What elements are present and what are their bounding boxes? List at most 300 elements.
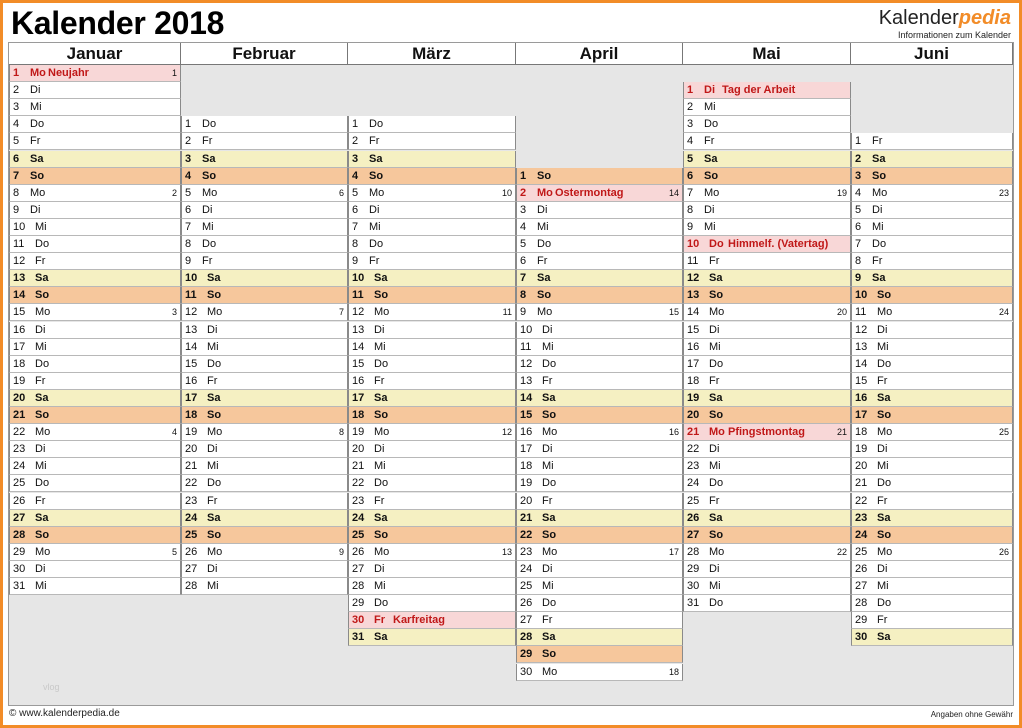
day-number: 9	[13, 203, 20, 216]
weekday: So	[202, 169, 217, 182]
weekday: Do	[374, 477, 389, 490]
weekday: Fr	[877, 374, 888, 387]
weekday: So	[35, 289, 50, 302]
day-row	[9, 168, 181, 185]
day-row	[9, 356, 181, 373]
day-row	[348, 168, 516, 185]
day-number: 7	[687, 186, 694, 199]
day-number: 13	[855, 340, 868, 353]
day-number: 7	[352, 220, 359, 233]
day-number: 20	[855, 460, 868, 473]
day-number: 3	[855, 169, 862, 182]
day-number: 2	[352, 135, 359, 148]
day-row	[683, 407, 851, 424]
day-row	[516, 287, 683, 304]
month-header: Juni	[851, 43, 1013, 65]
day-number: 12	[520, 357, 533, 370]
day-number: 21	[687, 426, 700, 439]
day-row	[683, 595, 851, 612]
day-number: 19	[13, 374, 26, 387]
day-number: 14	[352, 340, 365, 353]
day-number: 6	[352, 203, 359, 216]
weekday: Mi	[207, 460, 219, 473]
day-number: 5	[352, 186, 359, 199]
day-number: 2	[855, 152, 862, 165]
day-number: 9	[855, 272, 862, 285]
weekday: Di	[35, 443, 46, 456]
day-row	[851, 544, 1013, 561]
day-number: 24	[185, 511, 198, 524]
day-number: 18	[352, 409, 365, 421]
weekday: Sa	[374, 272, 388, 285]
day-number: 1	[687, 84, 694, 97]
day-row	[9, 151, 181, 168]
weekday: Do	[872, 238, 887, 250]
day-number: 10	[185, 272, 198, 285]
day-number: 16	[13, 323, 26, 336]
day-number: 31	[13, 580, 26, 592]
day-number: 3	[185, 152, 192, 165]
day-number: 1	[13, 67, 20, 79]
weekday: Di	[709, 323, 720, 336]
weekday: Fr	[374, 614, 385, 627]
week-number: 12	[501, 427, 512, 438]
day-number: 15	[185, 357, 198, 370]
day-number: 1	[185, 118, 192, 131]
day-row	[683, 116, 851, 133]
day-row	[9, 544, 181, 561]
weekday: Mo	[542, 426, 558, 439]
day-number: 19	[520, 477, 533, 490]
day-number: 5	[13, 135, 20, 148]
weekday: Di	[704, 203, 715, 216]
weekday: Di	[202, 203, 213, 216]
day-row	[516, 458, 683, 475]
weekday: Fr	[369, 255, 380, 268]
holiday-name: Himmelf. (Vatertag)	[728, 238, 829, 250]
holiday-name: Ostermontag	[555, 186, 624, 199]
day-row	[516, 510, 683, 527]
day-row	[181, 544, 348, 561]
day-number: 22	[520, 528, 533, 541]
day-number: 9	[687, 220, 694, 233]
brand-tagline: Informationen zum Kalender	[897, 30, 1011, 40]
day-number: 4	[855, 186, 862, 199]
weekday: Di	[374, 323, 385, 336]
weekday: Mi	[704, 101, 716, 114]
watermark: vlog	[43, 682, 60, 692]
day-row	[348, 304, 516, 321]
day-row	[181, 458, 348, 475]
weekday: Mo	[709, 426, 725, 439]
day-row	[683, 202, 851, 219]
weekday: So	[542, 648, 557, 661]
day-row	[851, 629, 1013, 646]
day-row	[181, 390, 348, 407]
day-number: 10	[855, 289, 868, 302]
day-row	[851, 287, 1013, 304]
day-number: 6	[687, 169, 694, 182]
weekday: So	[207, 409, 222, 421]
day-row	[9, 99, 181, 116]
weekday: Do	[30, 118, 45, 131]
day-row	[9, 82, 181, 99]
day-row	[181, 202, 348, 219]
weekday: Fr	[30, 135, 41, 148]
weekday: Do	[877, 597, 892, 610]
day-number: 9	[520, 306, 527, 319]
day-row	[181, 356, 348, 373]
day-number: 10	[13, 220, 26, 233]
day-row	[683, 356, 851, 373]
day-row	[181, 168, 348, 185]
day-row	[851, 133, 1013, 150]
day-number: 6	[13, 152, 20, 165]
weekday: Di	[709, 562, 720, 575]
week-number: 16	[668, 427, 679, 438]
day-row	[348, 441, 516, 458]
day-number: 20	[13, 391, 26, 404]
day-row	[851, 475, 1013, 492]
day-number: 11	[687, 255, 699, 268]
weekday: Sa	[542, 511, 556, 524]
weekday: Fr	[202, 135, 213, 148]
weekday: Mo	[30, 67, 46, 79]
day-row	[516, 304, 683, 321]
day-number: 29	[352, 597, 365, 610]
day-row	[851, 595, 1013, 612]
week-number: 23	[998, 187, 1009, 198]
weekday: Di	[35, 562, 46, 575]
day-row	[348, 253, 516, 270]
day-number: 21	[855, 477, 868, 490]
weekday: Fr	[537, 255, 548, 268]
day-number: 22	[352, 477, 365, 490]
day-row	[181, 561, 348, 578]
day-row	[516, 493, 683, 510]
day-number: 25	[185, 528, 198, 541]
day-number: 15	[13, 306, 26, 319]
weekday: Sa	[35, 391, 49, 404]
weekday: Mo	[537, 186, 553, 199]
weekday: Mo	[709, 545, 725, 558]
day-row	[9, 561, 181, 578]
day-number: 14	[185, 340, 198, 353]
weekday: So	[542, 528, 557, 541]
day-row	[9, 304, 181, 321]
day-row	[9, 390, 181, 407]
day-row	[683, 151, 851, 168]
day-row	[851, 373, 1013, 390]
weekday: Di	[369, 203, 380, 216]
day-row	[851, 510, 1013, 527]
day-number: 22	[855, 494, 868, 507]
weekday: Fr	[709, 255, 720, 268]
week-number: 17	[668, 546, 679, 557]
day-number: 9	[185, 255, 192, 268]
week-number: 26	[998, 546, 1009, 557]
weekday: Do	[35, 477, 50, 490]
weekday: Sa	[202, 152, 216, 165]
day-row	[9, 578, 181, 595]
day-row	[348, 373, 516, 390]
weekday: Do	[709, 597, 724, 610]
holiday-name: Neujahr	[48, 67, 89, 79]
weekday: Mi	[542, 340, 554, 353]
weekday: Di	[537, 203, 548, 216]
weekday: Mo	[374, 306, 390, 319]
weekday: So	[374, 528, 389, 541]
weekday: So	[537, 169, 552, 182]
day-number: 19	[185, 426, 198, 439]
day-number: 28	[520, 631, 533, 644]
weekday: Sa	[35, 511, 49, 524]
day-row	[851, 612, 1013, 629]
day-row	[683, 270, 851, 287]
day-number: 21	[352, 460, 365, 473]
weekday: So	[369, 169, 384, 182]
day-number: 8	[185, 238, 192, 250]
week-number: 2	[171, 187, 177, 198]
weekday: So	[207, 528, 222, 541]
day-number: 28	[352, 580, 365, 592]
weekday: Sa	[704, 152, 718, 165]
weekday: Mi	[374, 460, 386, 473]
day-row	[181, 185, 348, 202]
day-row	[348, 544, 516, 561]
day-number: 22	[687, 443, 700, 456]
day-number: 30	[13, 562, 26, 575]
week-number: 18	[668, 666, 679, 677]
weekday: Fr	[374, 374, 385, 387]
weekday: Mo	[542, 545, 558, 558]
day-row	[181, 151, 348, 168]
weekday: Di	[877, 323, 888, 336]
weekday: Sa	[537, 272, 551, 285]
weekday: Fr	[709, 374, 720, 387]
day-row	[348, 510, 516, 527]
day-number: 27	[520, 614, 533, 627]
weekday: Mi	[704, 220, 716, 233]
day-number: 5	[520, 238, 527, 250]
day-number: 4	[13, 118, 20, 131]
day-number: 10	[687, 238, 700, 250]
day-row	[9, 133, 181, 150]
day-row	[348, 475, 516, 492]
weekday: Di	[35, 323, 46, 336]
calendar-grid	[8, 42, 1014, 706]
weekday: Mi	[202, 220, 214, 233]
day-number: 24	[352, 511, 365, 524]
day-row	[516, 424, 683, 441]
day-row	[516, 646, 683, 663]
weekday: Sa	[877, 391, 891, 404]
weekday: Di	[704, 84, 715, 97]
day-number: 29	[520, 648, 533, 661]
day-row	[516, 561, 683, 578]
weekday: Mi	[35, 220, 47, 233]
day-row	[516, 629, 683, 646]
day-number: 15	[352, 357, 365, 370]
week-number: 8	[338, 427, 344, 438]
day-row	[9, 116, 181, 133]
weekday: Di	[872, 203, 883, 216]
day-number: 22	[185, 477, 198, 490]
day-row	[683, 185, 851, 202]
weekday: Fr	[35, 255, 46, 268]
day-number: 12	[855, 323, 868, 336]
day-number: 8	[13, 186, 20, 199]
weekday: Mi	[542, 580, 554, 592]
day-number: 9	[352, 255, 359, 268]
day-number: 24	[13, 460, 26, 473]
day-row	[683, 373, 851, 390]
weekday: So	[207, 289, 222, 302]
weekday: Mi	[35, 460, 47, 473]
weekday: Sa	[542, 391, 556, 404]
weekday: Fr	[877, 614, 888, 627]
week-number: 15	[668, 307, 679, 318]
weekday: Mi	[30, 101, 42, 114]
day-row	[9, 441, 181, 458]
weekday: Di	[207, 562, 218, 575]
day-row	[851, 424, 1013, 441]
weekday: Do	[202, 118, 217, 131]
day-number: 28	[855, 597, 868, 610]
weekday: Do	[35, 238, 50, 250]
day-number: 22	[13, 426, 26, 439]
day-row	[683, 304, 851, 321]
week-number: 19	[836, 187, 847, 198]
day-number: 13	[520, 374, 533, 387]
day-row	[851, 561, 1013, 578]
weekday: Di	[207, 443, 218, 456]
day-row	[181, 219, 348, 236]
month-header: Februar	[181, 43, 348, 65]
day-row	[516, 527, 683, 544]
day-number: 14	[13, 289, 26, 302]
weekday: Fr	[202, 255, 213, 268]
day-number: 12	[687, 272, 700, 285]
day-row	[683, 527, 851, 544]
day-row	[851, 202, 1013, 219]
day-number: 20	[185, 443, 198, 456]
day-number: 2	[520, 186, 527, 199]
day-number: 5	[855, 203, 862, 216]
day-number: 23	[855, 511, 868, 524]
weekday: Fr	[374, 494, 385, 507]
day-row	[851, 390, 1013, 407]
day-row	[516, 202, 683, 219]
day-row	[9, 527, 181, 544]
weekday: Mo	[877, 426, 893, 439]
weekday: Mi	[877, 460, 889, 473]
holiday-name: Pfingstmontag	[728, 426, 805, 439]
weekday: Mo	[202, 186, 218, 199]
weekday: Fr	[207, 494, 218, 507]
weekday: Mi	[369, 220, 381, 233]
day-number: 6	[185, 203, 192, 216]
day-row	[348, 133, 516, 150]
day-row	[683, 133, 851, 150]
weekday: Mo	[207, 545, 223, 558]
week-number: 25	[998, 427, 1009, 438]
day-row	[851, 527, 1013, 544]
weekday: Mi	[207, 580, 219, 592]
day-number: 26	[687, 511, 700, 524]
footer-disclaimer: Angaben ohne Gewähr	[930, 710, 1013, 719]
month-header: Januar	[9, 43, 181, 65]
weekday: Fr	[542, 494, 553, 507]
day-row	[348, 407, 516, 424]
day-row	[348, 629, 516, 646]
day-row	[181, 253, 348, 270]
weekday: Mi	[709, 340, 721, 353]
weekday: Do	[35, 357, 50, 370]
day-row	[181, 270, 348, 287]
day-row	[348, 424, 516, 441]
day-row	[851, 339, 1013, 356]
weekday: Di	[374, 562, 385, 575]
day-number: 30	[855, 631, 868, 644]
day-number: 4	[185, 169, 192, 182]
month-header: März	[348, 43, 516, 65]
weekday: Mi	[709, 460, 721, 473]
day-row	[516, 441, 683, 458]
day-row	[516, 270, 683, 287]
weekday: Mo	[30, 186, 46, 199]
day-row	[516, 612, 683, 629]
weekday: Sa	[709, 391, 723, 404]
weekday: Mo	[35, 306, 51, 319]
day-number: 5	[185, 186, 192, 199]
day-number: 29	[13, 545, 26, 558]
day-number: 13	[185, 323, 198, 336]
day-number: 1	[855, 135, 862, 148]
day-row	[181, 304, 348, 321]
day-row	[851, 219, 1013, 236]
weekday: Mo	[369, 186, 385, 199]
day-row	[516, 664, 683, 681]
day-number: 17	[855, 409, 868, 421]
day-row	[516, 356, 683, 373]
day-row	[348, 458, 516, 475]
weekday: Mo	[872, 186, 888, 199]
weekday: Mo	[704, 186, 720, 199]
day-row	[9, 493, 181, 510]
week-number: 3	[171, 307, 177, 318]
holiday-row	[683, 82, 851, 99]
weekday: Mi	[872, 220, 884, 233]
weekday: So	[542, 409, 557, 421]
weekday: Fr	[877, 494, 888, 507]
weekday: So	[537, 289, 552, 302]
weekday: Fr	[35, 374, 46, 387]
day-number: 31	[687, 597, 700, 610]
day-number: 17	[687, 357, 700, 370]
day-number: 24	[520, 562, 533, 575]
day-number: 12	[185, 306, 198, 319]
weekday: Mi	[374, 580, 386, 592]
weekday: So	[872, 169, 887, 182]
day-number: 7	[185, 220, 192, 233]
day-row	[851, 236, 1013, 253]
day-row	[851, 458, 1013, 475]
page-title: Kalender 2018	[11, 5, 225, 41]
day-number: 16	[352, 374, 365, 387]
weekday: Mo	[537, 306, 553, 319]
day-row	[683, 458, 851, 475]
